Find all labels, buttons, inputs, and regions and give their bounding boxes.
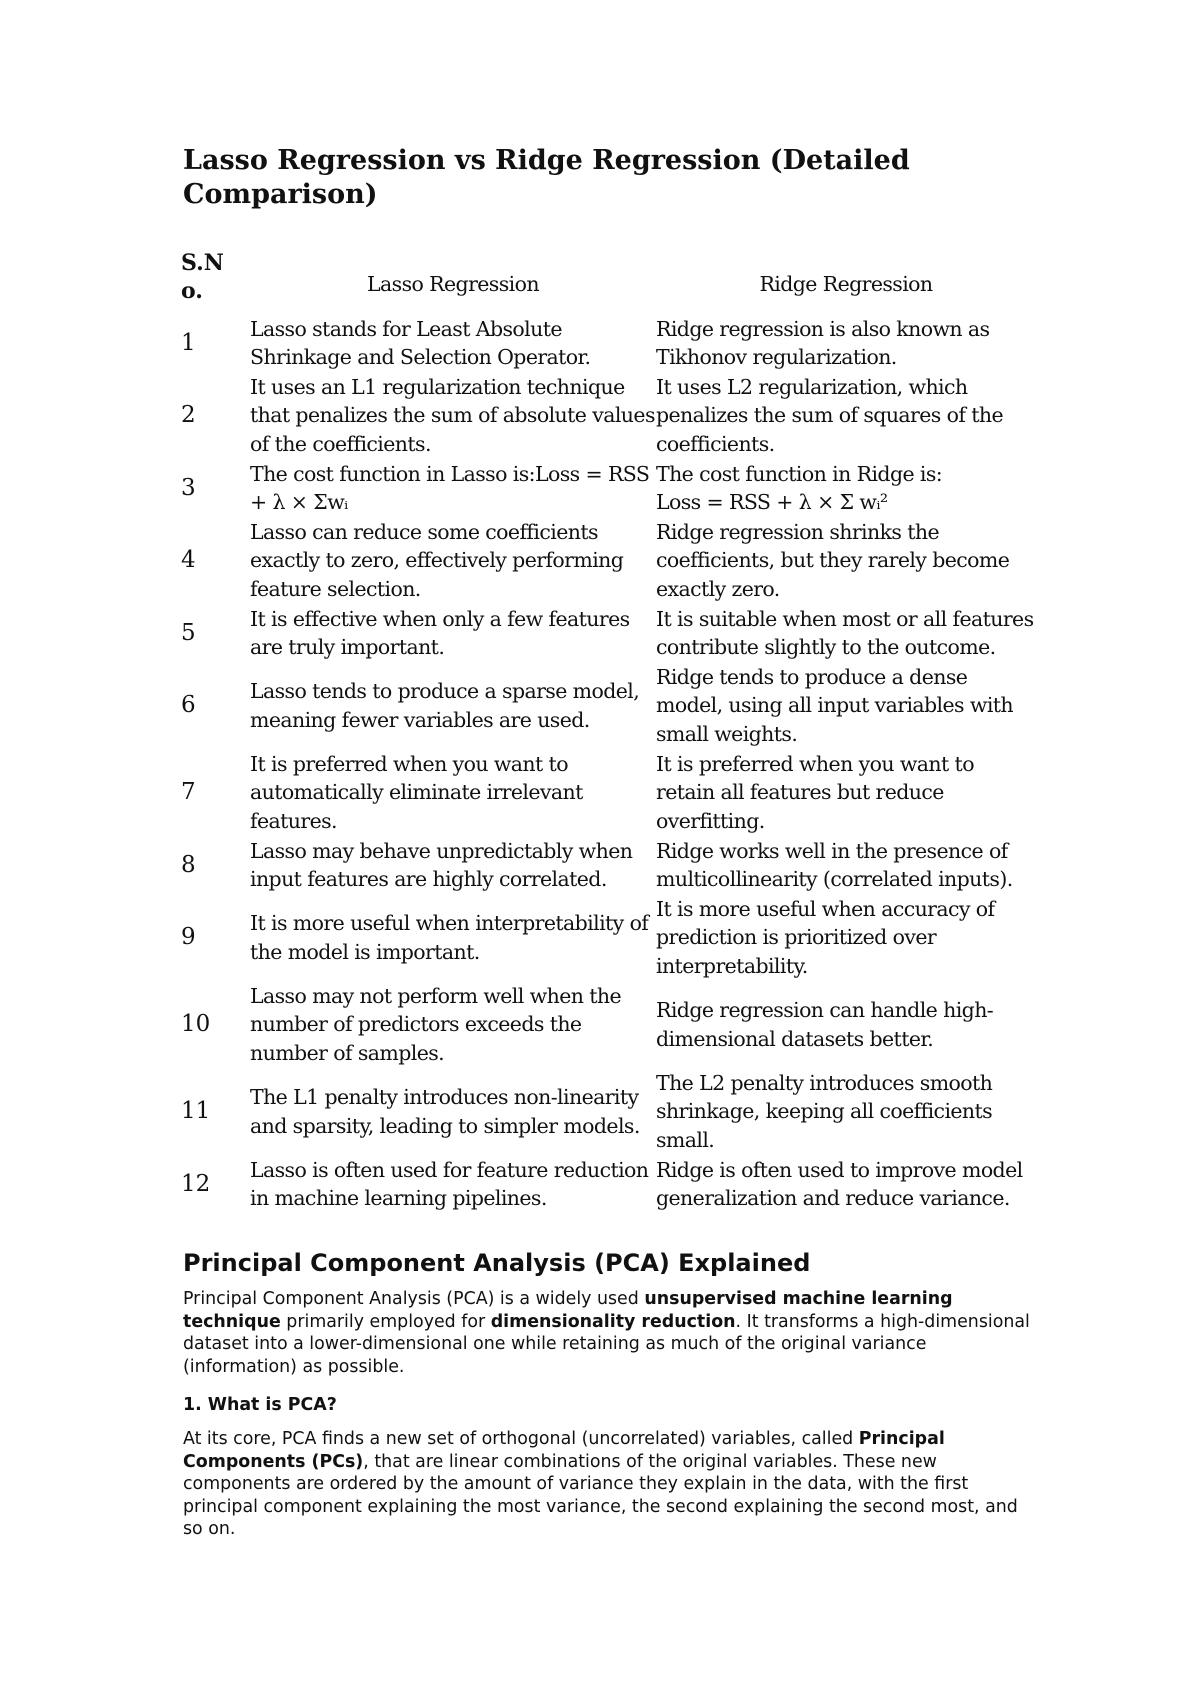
- ridge-cell: It is suitable when most or all features contribute slightly to the outcome.: [656, 606, 1034, 659]
- pca-intro-paragraph: Principal Component Analysis (PCA) is a widely used unsupervised machine learning technique primarily employed for dimensionality reduction. It transforms a high-dimensional dataset into a lower-dimensional one while retaining as much of the original variance (information) as possible.: [183, 1289, 1030, 1377]
- lasso-cell: Lasso stands for Least Absolute Shrinkage and Selection Operator.: [250, 316, 591, 369]
- header-ridge: Ridge Regression: [759, 271, 933, 296]
- comparison-table: [181, 236, 1036, 1213]
- table-row: [181, 459, 1036, 517]
- lasso-cell: Lasso can reduce some coefficients exactly to zero, effectively performing feature selection.: [250, 519, 624, 601]
- row-number: 6: [181, 692, 196, 719]
- table-row: [181, 981, 1036, 1068]
- table-row: [181, 372, 1036, 459]
- header-sno: S.No.: [181, 250, 224, 304]
- row-number: 4: [181, 547, 196, 574]
- lasso-cell: It is preferred when you want to automatically eliminate irrelevant features.: [250, 751, 583, 833]
- row-number: 7: [181, 779, 196, 806]
- ridge-cell: Ridge is often used to improve model generalization and reduce variance.: [656, 1157, 1023, 1210]
- table-row: [181, 749, 1036, 836]
- ridge-cell: Ridge regression is also known as Tikhonov regularization.: [656, 316, 990, 369]
- lasso-cell: It is more useful when interpretability of the model is important.: [250, 911, 649, 964]
- table-row: [181, 836, 1036, 894]
- row-number: 3: [181, 474, 196, 501]
- pca-heading: Principal Component Analysis (PCA) Explained: [183, 1249, 811, 1277]
- table-row: [181, 517, 1036, 604]
- row-number: 1: [181, 329, 196, 356]
- table-row: [181, 604, 1036, 662]
- row-number: 5: [181, 619, 196, 646]
- table-row: [181, 1068, 1036, 1155]
- lasso-cell: Lasso may not perform well when the number of predictors exceeds the number of samples.: [250, 983, 622, 1065]
- lasso-cell: It is effective when only a few features are truly important.: [250, 606, 630, 659]
- row-number: 8: [181, 851, 196, 878]
- ridge-cell: Ridge regression shrinks the coefficients, but they rarely become exactly zero.: [656, 519, 1010, 601]
- table-row: [181, 662, 1036, 749]
- table-row: [181, 1155, 1036, 1213]
- section-heading: 1. What is PCA?: [183, 1395, 337, 1415]
- row-number: 2: [181, 402, 196, 429]
- ridge-cell: The cost function in Ridge is: Loss = RSS + λ × Σ wᵢ²: [656, 461, 943, 514]
- ridge-cell: The L2 penalty introduces smooth shrinkage, keeping all coefficients small.: [656, 1070, 993, 1152]
- row-number: 11: [181, 1098, 211, 1125]
- lasso-cell: Lasso tends to produce a sparse model, meaning fewer variables are used.: [250, 679, 640, 732]
- row-number: 9: [181, 924, 196, 951]
- row-number: 10: [181, 1011, 211, 1038]
- row-number: 12: [181, 1170, 211, 1197]
- ridge-cell: It uses L2 regularization, which penalizes the sum of squares of the coefficients.: [656, 374, 1004, 456]
- lasso-cell: Lasso is often used for feature reduction in machine learning pipelines.: [250, 1157, 649, 1210]
- table-header-row: [181, 236, 1036, 314]
- header-lasso: Lasso Regression: [367, 271, 539, 296]
- ridge-cell: It is preferred when you want to retain all features but reduce overfitting.: [656, 751, 974, 833]
- table-row: [181, 314, 1036, 372]
- ridge-cell: Ridge tends to produce a dense model, using all input variables with small weights.: [656, 664, 1014, 746]
- ridge-cell: Ridge works well in the presence of multicollinearity (correlated inputs).: [656, 838, 1013, 891]
- lasso-cell: It uses an L1 regularization technique that penalizes the sum of absolute values of the coefficients.: [250, 374, 655, 456]
- lasso-cell: The L1 penalty introduces non-linearity and sparsity, leading to simpler models.: [250, 1085, 640, 1138]
- ridge-cell: It is more useful when accuracy of prediction is prioritized over interpretability.: [656, 896, 995, 978]
- ridge-cell: Ridge regression can handle high-dimensional datasets better.: [656, 998, 994, 1051]
- table-row: [181, 894, 1036, 981]
- document-title: Lasso Regression vs Ridge Regression (Detailed Comparison): [183, 145, 910, 210]
- lasso-cell: The cost function in Lasso is:Loss = RSS + λ × Σwᵢ: [250, 461, 650, 514]
- lasso-cell: Lasso may behave unpredictably when input features are highly correlated.: [250, 838, 633, 891]
- pca-section1-paragraph: At its core, PCA finds a new set of orthogonal (uncorrelated) variables, called Principal Components (PCs), that are linear combinations of the original variables. These new components are ordered by the amount of variance they explain in the data, with the first principal component explaining the most variance, the second explaining the second most, and so on.: [183, 1429, 1018, 1539]
